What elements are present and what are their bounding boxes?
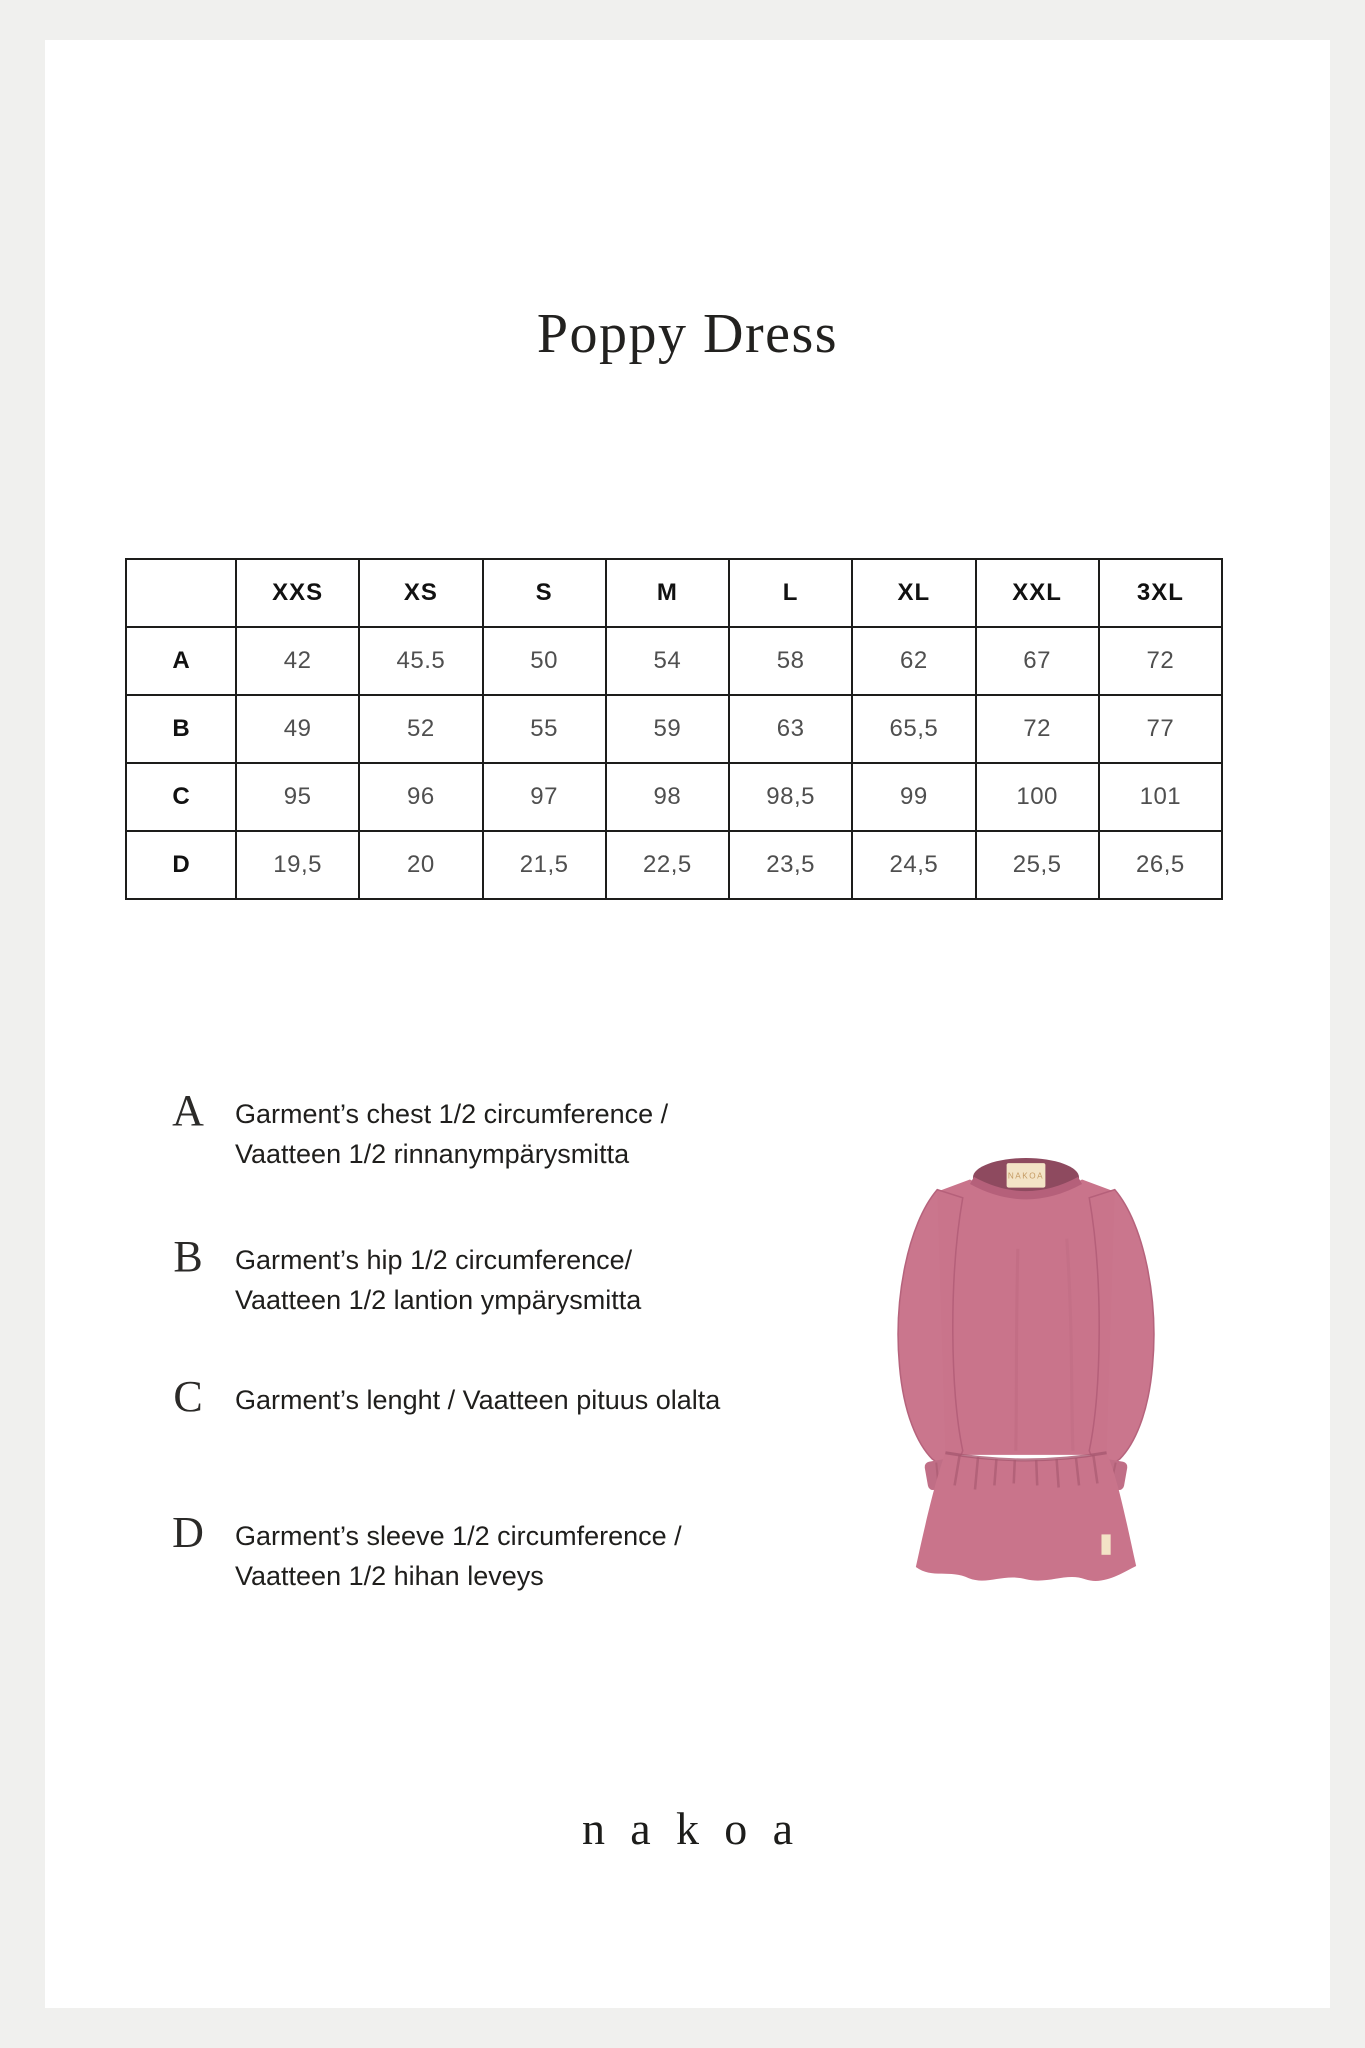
measurement-value: 99: [852, 763, 975, 831]
measurement-row-label: C: [126, 763, 236, 831]
page-title: Poppy Dress: [536, 303, 839, 365]
legend-description-line: Vaatteen 1/2 lantion ympärysmitta: [235, 1285, 642, 1315]
legend-description-line: Vaatteen 1/2 hihan leveys: [235, 1561, 544, 1591]
measurement-value: 59: [606, 695, 729, 763]
size-table-header: [126, 559, 1222, 627]
size-column-header: XS: [359, 559, 482, 627]
measurement-value: 58: [729, 627, 852, 695]
legend-letter: A: [172, 1086, 204, 1135]
collar-tag-text: NAKOA: [1007, 1171, 1045, 1181]
hem-tag: [1101, 1534, 1110, 1554]
size-column-header: XXL: [976, 559, 1099, 627]
measurement-value: 23,5: [729, 831, 852, 899]
product-photo: [873, 1122, 1179, 1600]
size-column-header: 3XL: [1099, 559, 1222, 627]
legend-description-line: Garment’s lenght / Vaatteen pituus olalta: [235, 1385, 721, 1415]
legend-description: [235, 1088, 668, 1174]
measurement-value: 97: [483, 763, 606, 831]
measurement-row-label: A: [126, 627, 236, 695]
measurement-value: 67: [976, 627, 1099, 695]
measurement-value: 52: [359, 695, 482, 763]
measurement-value: 98: [606, 763, 729, 831]
ruffle-hem: [916, 1453, 1136, 1581]
measurement-row-label: D: [126, 831, 236, 899]
size-column-header: M: [606, 559, 729, 627]
measurement-value: 24,5: [852, 831, 975, 899]
legend-description-line: Garment’s hip 1/2 circumference/: [235, 1245, 633, 1275]
legend-letter: C: [173, 1372, 203, 1421]
measurement-value: 101: [1099, 763, 1222, 831]
dress-body: [937, 1179, 1114, 1454]
measurement-value: 98,5: [729, 763, 852, 831]
legend-description-line: Garment’s sleeve 1/2 circumference /: [235, 1521, 682, 1551]
legend-description-line: Garment’s chest 1/2 circumference /: [235, 1099, 669, 1129]
measurement-value: 50: [483, 627, 606, 695]
measurement-value: 20: [359, 831, 482, 899]
measurement-value: 100: [976, 763, 1099, 831]
measurement-value: 62: [852, 627, 975, 695]
measurement-value: 96: [359, 763, 482, 831]
left-sleeve: [898, 1190, 963, 1464]
measurement-value: 95: [236, 763, 359, 831]
size-column-header: L: [729, 559, 852, 627]
measurement-value: 21,5: [483, 831, 606, 899]
size-column-header: XXS: [236, 559, 359, 627]
size-column-header: XL: [852, 559, 975, 627]
table-row: [126, 831, 1222, 899]
body-crease: [1016, 1249, 1018, 1451]
measurement-value: 49: [236, 695, 359, 763]
brand-logo: nakoa: [581, 1803, 819, 1854]
table-row: [126, 627, 1222, 695]
legend-description: [235, 1234, 641, 1320]
dress-illustration: [873, 1122, 1179, 1600]
measurement-value: 65,5: [852, 695, 975, 763]
legend-letter: B: [173, 1232, 203, 1281]
legend-description: [235, 1374, 720, 1420]
table-row: [126, 763, 1222, 831]
document-page: [45, 40, 1330, 2008]
size-column-header: S: [483, 559, 606, 627]
legend-description: [235, 1510, 682, 1596]
measurement-row-label: B: [126, 695, 236, 763]
measurement-value: 72: [1099, 627, 1222, 695]
legend-item: [163, 1510, 682, 1596]
measurement-value: 72: [976, 695, 1099, 763]
measurement-value: 63: [729, 695, 852, 763]
legend-letter: D: [172, 1508, 204, 1557]
measurement-value: 19,5: [236, 831, 359, 899]
measurement-value: 25,5: [976, 831, 1099, 899]
measurement-value: 45.5: [359, 627, 482, 695]
measurement-value: 26,5: [1099, 831, 1222, 899]
measurement-value: 54: [606, 627, 729, 695]
measurement-value: 55: [483, 695, 606, 763]
size-table: [125, 558, 1223, 900]
measurement-value: 77: [1099, 695, 1222, 763]
legend-item: [163, 1374, 720, 1420]
corner-cell: [126, 559, 236, 627]
measurement-value: 22,5: [606, 831, 729, 899]
legend-item: [163, 1234, 641, 1320]
size-table-body: [126, 627, 1222, 899]
table-row: [126, 695, 1222, 763]
legend-description-line: Vaatteen 1/2 rinnanympärysmitta: [235, 1139, 630, 1169]
measurement-value: 42: [236, 627, 359, 695]
right-sleeve: [1089, 1190, 1154, 1464]
legend-item: [163, 1088, 668, 1174]
